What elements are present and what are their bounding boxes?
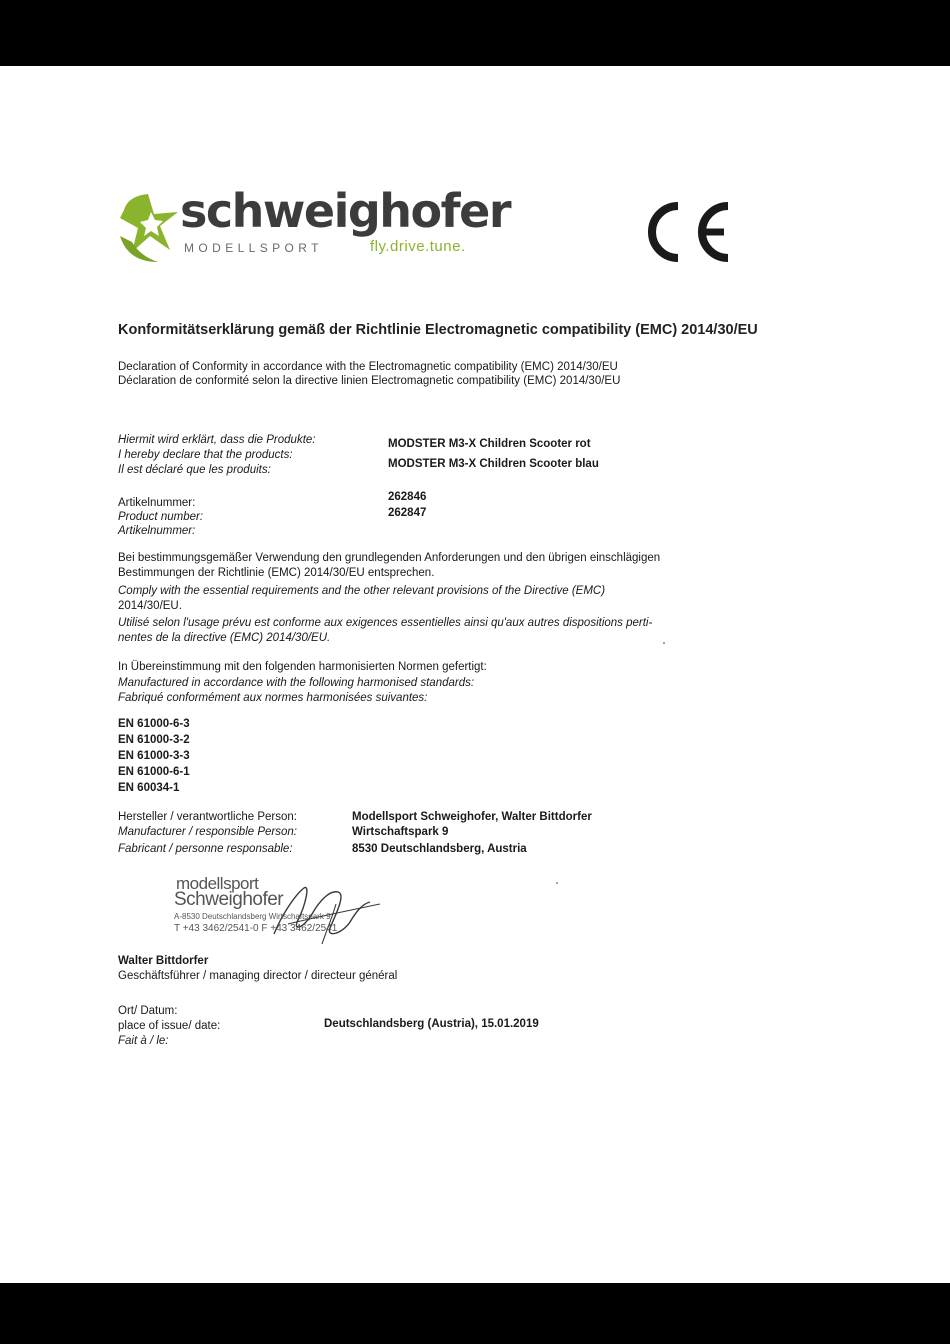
declare-label-fr: Il est déclaré que les produits: [118, 464, 271, 476]
manufacturer-label-fr: Fabricant / personne responsable: [118, 843, 293, 855]
product-name: MODSTER M3-X Children Scooter blau [388, 458, 599, 470]
article-label-en: Product number: [118, 511, 204, 523]
stamp-line: A-8530 Deutschlandsberg Wirtschaftspark 9 [174, 912, 331, 921]
article-number: 262846 [388, 491, 427, 503]
handwritten-signature-icon [252, 874, 392, 946]
manufacturer-line: 8530 Deutschlandsberg, Austria [352, 843, 527, 855]
article-number: 262847 [388, 507, 427, 519]
ce-mark-icon [644, 200, 734, 264]
standards-intro-de: In Übereinstimmung mit den folgenden harmonisierten Normen gefertigt: [118, 661, 487, 673]
stamp-line: T +43 3462/2541-0 F +43 3462/2541 [174, 923, 338, 934]
signatory-name: Walter Bittdorfer [118, 955, 209, 967]
standard-item: EN 61000-3-3 [118, 750, 190, 762]
compliance-text-en: 2014/30/EU. [118, 600, 182, 612]
standards-intro-fr: Fabriqué conformément aux normes harmonisées suivantes: [118, 692, 428, 704]
place-date-label-fr: Fait à / le: [118, 1035, 169, 1047]
place-date-value: Deutschlandsberg (Austria), 15.01.2019 [324, 1018, 539, 1030]
declaration-title-fr: Déclaration de conformité selon la directive linien Electromagnetic compatibility (EMC) 2014/30/EU [118, 375, 621, 387]
scan-speck [663, 642, 665, 644]
place-date-label-de: Ort/ Datum: [118, 1005, 178, 1017]
document-page [0, 66, 950, 1283]
manufacturer-label-de: Hersteller / verantwortliche Person: [118, 811, 297, 823]
scan-speck [556, 882, 558, 884]
signatory-role: Geschäftsführer / managing director / directeur général [118, 970, 398, 982]
declaration-title: Konformitätserklärung gemäß der Richtlinie Electromagnetic compatibility (EMC) 2014/30/EU [118, 322, 758, 338]
product-name: MODSTER M3-X Children Scooter rot [388, 438, 591, 450]
declaration-title-en: Declaration of Conformity in accordance with the Electromagnetic compatibility (EMC) 2014/30/EU [118, 361, 618, 373]
standard-item: EN 60034-1 [118, 782, 180, 794]
star-logo-icon [118, 190, 184, 266]
compliance-text-fr: nentes de la directive (EMC) 2014/30/EU. [118, 632, 331, 644]
article-label-de: Artikelnummer: [118, 497, 196, 509]
compliance-text-fr: Utilisé selon l'usage prévu est conforme aux exigences essentielles ainsi qu'aux autres dispositions perti- [118, 617, 653, 629]
logo-subline: MODELLSPORT [184, 241, 323, 255]
standards-intro-en: Manufactured in accordance with the following harmonised standards: [118, 677, 475, 689]
standard-item: EN 61000-6-1 [118, 766, 190, 778]
logo-wordmark: schweighofer [180, 184, 511, 238]
standard-item: EN 61000-6-3 [118, 718, 190, 730]
compliance-text-en: Comply with the essential requirements and the other relevant provisions of the Directive (EMC) [118, 585, 606, 597]
standard-item: EN 61000-3-2 [118, 734, 190, 746]
company-stamp-signature [172, 874, 402, 944]
place-date-label-en: place of issue/ date: [118, 1020, 221, 1032]
stamp-line: Schweighofer [174, 889, 284, 910]
declare-label-en: I hereby declare that the products: [118, 449, 293, 461]
manufacturer-line: Modellsport Schweighofer, Walter Bittdorfer [352, 811, 592, 823]
declare-label-de: Hiermit wird erklärt, dass die Produkte: [118, 434, 316, 446]
stamp-line: modellsport [176, 874, 259, 893]
logo-tagline: fly.drive.tune. [370, 238, 466, 255]
compliance-text-de: Bei bestimmungsgemäßer Verwendung den grundlegenden Anforderungen und den übrigen einschlägigen [118, 552, 661, 564]
manufacturer-label-en: Manufacturer / responsible Person: [118, 826, 297, 838]
article-label-fr: Artikelnummer: [118, 525, 196, 537]
compliance-text-de: Bestimmungen der Richtlinie (EMC) 2014/30/EU entsprechen. [118, 567, 435, 579]
manufacturer-line: Wirtschaftspark 9 [352, 826, 449, 838]
company-logo [118, 184, 511, 270]
